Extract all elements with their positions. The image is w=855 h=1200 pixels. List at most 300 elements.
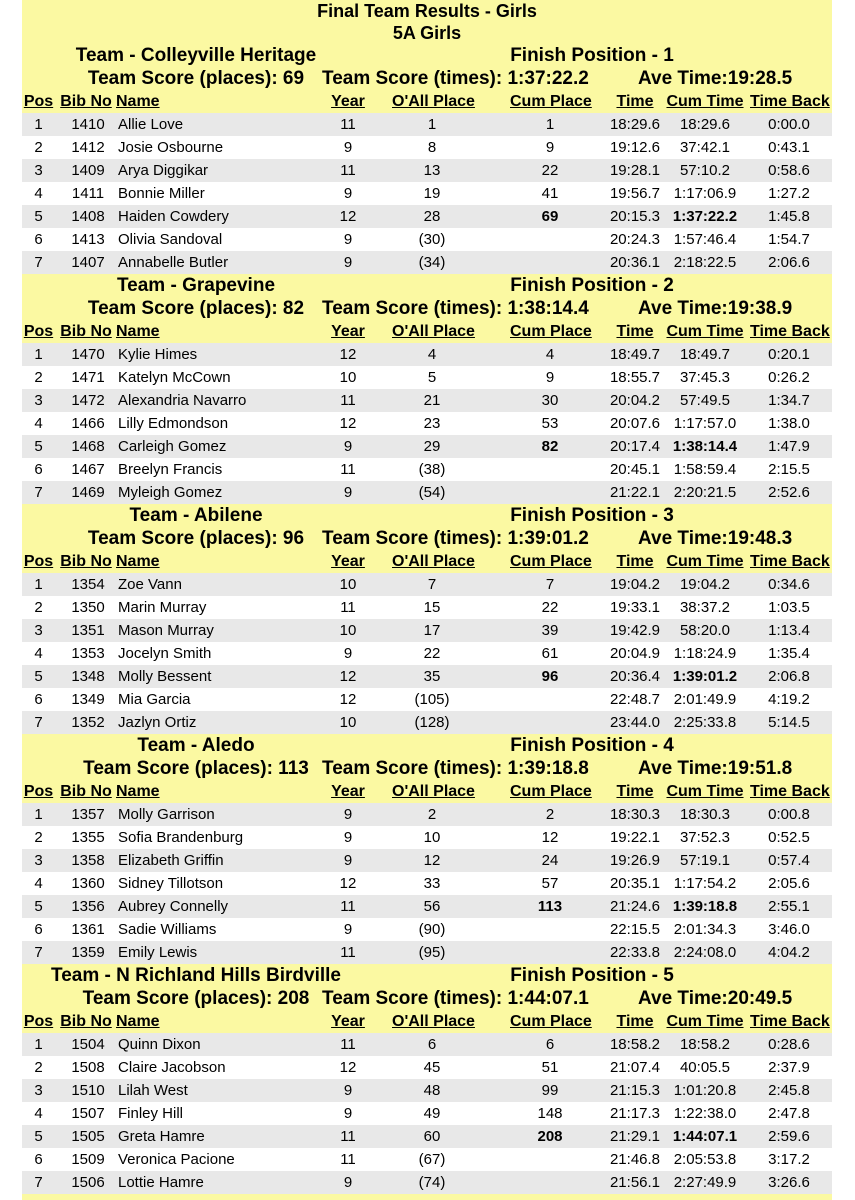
team-score-row [22, 987, 832, 1010]
runner-time-back: 0:26.2 [768, 369, 810, 386]
runner-time: 21:29.1 [609, 1128, 661, 1145]
runner-cum-place: 22 [541, 162, 559, 179]
runner-overall-place: 5 [427, 369, 437, 386]
runner-time-back: 0:57.4 [768, 852, 810, 869]
runner-time: 22:15.5 [609, 921, 661, 938]
runner-row [22, 343, 832, 366]
runner-time-back: 0:00.8 [768, 806, 810, 823]
runner-time-back: 0:20.1 [768, 346, 810, 363]
runner-name: Carleigh Gomez [118, 438, 227, 455]
team-name: Team - Aledo [137, 735, 255, 756]
runner-pos: 5 [34, 898, 43, 915]
runner-pos: 2 [34, 139, 43, 156]
runner-time-back: 4:19.2 [768, 691, 810, 708]
runner-name: Annabelle Butler [118, 254, 229, 271]
column-header-row [22, 90, 832, 113]
runner-bib: 1413 [71, 231, 105, 248]
runner-bib: 1351 [71, 622, 105, 639]
runner-bib: 1361 [71, 921, 105, 938]
runner-row [22, 159, 832, 182]
runner-time-back: 2:45.8 [768, 1082, 810, 1099]
runner-name: Lottie Hamre [118, 1174, 204, 1191]
runner-name: Jazlyn Ortiz [118, 714, 197, 731]
runner-cum-place: 9 [545, 139, 555, 156]
runner-year: 12 [339, 691, 357, 708]
runner-time-back: 3:46.0 [768, 921, 810, 938]
runner-time: 19:26.9 [609, 852, 661, 869]
runner-name: Katelyn McCown [118, 369, 231, 386]
runner-bib: 1408 [71, 208, 105, 225]
column-header-year: Year [331, 783, 365, 800]
column-header-overall-place: O'All Place [392, 323, 475, 340]
column-header-bib-no: Bib No [60, 93, 112, 110]
runner-name: Sadie Williams [118, 921, 217, 938]
team-score-times: Team Score (times): 1:37:22.2 [322, 68, 589, 89]
runner-time-back: 2:52.6 [768, 484, 810, 501]
column-header-bib-no: Bib No [60, 783, 112, 800]
runner-overall-place: 8 [427, 139, 437, 156]
runner-time-back: 1:47.9 [768, 438, 810, 455]
runner-cum-time: 58:20.0 [679, 622, 731, 639]
runner-year: 10 [339, 369, 357, 386]
runner-cum-time: 37:45.3 [679, 369, 731, 386]
runner-time-back: 2:06.8 [768, 668, 810, 685]
runner-name: Olivia Sandoval [118, 231, 223, 248]
runner-year: 9 [343, 254, 353, 271]
runner-pos: 5 [34, 668, 43, 685]
runner-time: 21:24.6 [609, 898, 661, 915]
runner-row [22, 458, 832, 481]
runner-cum-place: 9 [545, 369, 555, 386]
runner-time-back: 0:58.6 [768, 162, 810, 179]
column-header-overall-place: O'All Place [392, 93, 475, 110]
runner-cum-time: 57:10.2 [679, 162, 731, 179]
runner-row [22, 619, 832, 642]
runner-overall-place: 19 [423, 185, 441, 202]
runner-bib: 1357 [71, 806, 105, 823]
runner-time: 19:12.6 [609, 139, 661, 156]
runner-pos: 7 [34, 254, 43, 271]
team-name: Team - N Richland Hills Birdville [51, 965, 341, 986]
runner-name: Aubrey Connelly [118, 898, 229, 915]
runner-year: 11 [340, 461, 356, 478]
runner-time-back: 1:45.8 [768, 208, 810, 225]
column-header-row [22, 320, 832, 343]
runner-year: 9 [343, 484, 353, 501]
runner-time: 22:48.7 [609, 691, 661, 708]
column-header-overall-place: O'All Place [392, 553, 475, 570]
runner-pos: 3 [34, 622, 43, 639]
runner-time: 19:22.1 [609, 829, 661, 846]
runner-overall-place: (105) [414, 691, 450, 708]
runner-time-back: 1:35.4 [768, 645, 810, 662]
runner-overall-place: (128) [414, 714, 450, 731]
runner-row [22, 1148, 832, 1171]
runner-name: Finley Hill [118, 1105, 184, 1122]
results-sheet [22, 0, 832, 1200]
runner-year: 10 [339, 714, 357, 731]
team-header [22, 734, 832, 757]
runner-pos: 7 [34, 714, 43, 731]
runner-time-back: 2:55.1 [768, 898, 810, 915]
runner-name: Lilah West [118, 1082, 188, 1099]
runner-cum-time: 1:57:46.4 [673, 231, 737, 248]
runner-pos: 6 [34, 231, 43, 248]
runner-row [22, 1102, 832, 1125]
runner-overall-place: 48 [423, 1082, 441, 1099]
runner-year: 11 [340, 116, 356, 133]
runner-overall-place: 35 [423, 668, 441, 685]
runner-time-back: 2:15.5 [768, 461, 810, 478]
column-header-overall-place: O'All Place [392, 1013, 475, 1030]
runner-year: 9 [343, 829, 353, 846]
runner-cum-time: 1:39:18.8 [672, 898, 738, 915]
column-header-row [22, 550, 832, 573]
runner-cum-time: 18:30.3 [679, 806, 731, 823]
runner-time: 18:58.2 [609, 1036, 661, 1053]
column-header-year: Year [331, 323, 365, 340]
runner-pos: 6 [34, 1151, 43, 1168]
runner-bib: 1352 [71, 714, 105, 731]
runner-pos: 2 [34, 369, 43, 386]
column-header-overall-place: O'All Place [392, 783, 475, 800]
runner-cum-time: 1:17:06.9 [673, 185, 737, 202]
runner-overall-place: 15 [423, 599, 441, 616]
column-header-cum-place: Cum Place [510, 1013, 592, 1030]
runner-pos: 7 [34, 1174, 43, 1191]
runner-overall-place: 22 [423, 645, 441, 662]
team-header [22, 44, 832, 67]
runner-year: 9 [343, 185, 353, 202]
column-header-time: Time [616, 783, 654, 800]
runner-overall-place: 33 [423, 875, 441, 892]
runner-cum-place: 39 [541, 622, 559, 639]
runner-row [22, 251, 832, 274]
runner-time-back: 1:38.0 [768, 415, 810, 432]
runner-year: 10 [339, 576, 357, 593]
runner-time: 20:04.9 [609, 645, 661, 662]
runner-row [22, 1171, 832, 1194]
teams-container [22, 44, 832, 1194]
runner-row [22, 435, 832, 458]
runner-overall-place: (54) [418, 484, 446, 501]
runner-year: 12 [339, 875, 357, 892]
column-header-bib-no: Bib No [60, 1013, 112, 1030]
runner-time-back: 0:00.0 [768, 116, 810, 133]
column-header-year: Year [331, 93, 365, 110]
runner-cum-place: 1 [545, 116, 555, 133]
runner-pos: 4 [34, 185, 43, 202]
runner-bib: 1505 [71, 1128, 105, 1145]
runner-time-back: 1:54.7 [768, 231, 810, 248]
column-header-time-back: Time Back [750, 93, 830, 110]
runner-overall-place: 23 [423, 415, 441, 432]
finish-position: Finish Position - 4 [510, 735, 674, 756]
team-name: Team - Abilene [129, 505, 263, 526]
runner-bib: 1469 [71, 484, 105, 501]
runner-bib: 1471 [71, 369, 105, 386]
runner-pos: 4 [34, 415, 43, 432]
runner-row [22, 941, 832, 964]
runner-row [22, 205, 832, 228]
ave-time: Ave Time:19:51.8 [638, 758, 793, 779]
runner-cum-place: 61 [541, 645, 559, 662]
runner-cum-time: 1:18:24.9 [673, 645, 737, 662]
runner-pos: 2 [34, 1059, 43, 1076]
runner-overall-place: 12 [423, 852, 441, 869]
runner-year: 9 [343, 231, 353, 248]
runner-bib: 1510 [71, 1082, 105, 1099]
column-header-year: Year [331, 1013, 365, 1030]
runner-name: Arya Diggikar [118, 162, 209, 179]
runner-row [22, 182, 832, 205]
column-header-time: Time [616, 553, 654, 570]
runner-overall-place: 49 [423, 1105, 441, 1122]
runner-time: 18:49.7 [609, 346, 661, 363]
runner-bib: 1468 [71, 438, 105, 455]
runner-pos: 1 [34, 576, 43, 593]
column-header-cum-time: Cum Time [666, 553, 744, 570]
runner-name: Mia Garcia [118, 691, 191, 708]
runner-time-back: 1:13.4 [768, 622, 810, 639]
team-block [22, 44, 832, 274]
column-header-time-back: Time Back [750, 553, 830, 570]
runner-time: 19:56.7 [609, 185, 661, 202]
runner-bib: 1407 [71, 254, 105, 271]
runner-row [22, 1125, 832, 1148]
runner-name: Josie Osbourne [118, 139, 224, 156]
runner-name: Sidney Tillotson [118, 875, 224, 892]
runner-cum-time: 1:17:57.0 [673, 415, 737, 432]
ave-time: Ave Time:19:38.9 [638, 298, 793, 319]
runner-row [22, 918, 832, 941]
runner-cum-time: 2:24:08.0 [673, 944, 737, 961]
runner-cum-place: 22 [541, 599, 559, 616]
runner-time: 20:36.4 [609, 668, 661, 685]
team-score-places: Team Score (places): 82 [87, 298, 305, 319]
runner-bib: 1355 [71, 829, 105, 846]
runner-row [22, 228, 832, 251]
runner-bib: 1410 [71, 116, 105, 133]
team-block [22, 274, 832, 504]
runner-cum-time: 1:01:20.8 [673, 1082, 737, 1099]
runner-year: 9 [343, 1105, 353, 1122]
runner-time-back: 2:37.9 [768, 1059, 810, 1076]
column-header-name: Name [116, 323, 160, 340]
runner-time-back: 2:05.6 [768, 875, 810, 892]
runner-year: 11 [340, 1128, 356, 1145]
runner-time-back: 5:14.5 [768, 714, 810, 731]
runner-pos: 3 [34, 852, 43, 869]
column-header-row [22, 780, 832, 803]
runner-cum-time: 1:37:22.2 [672, 208, 738, 225]
team-score-row [22, 757, 832, 780]
runner-year: 11 [340, 162, 356, 179]
runner-bib: 1507 [71, 1105, 105, 1122]
runner-cum-place: 2 [545, 806, 555, 823]
runner-cum-place: 24 [541, 852, 559, 869]
team-score-places: Team Score (places): 96 [87, 528, 305, 549]
runner-name: Marin Murray [118, 599, 207, 616]
runner-cum-time: 1:22:38.0 [673, 1105, 737, 1122]
runner-time: 18:29.6 [609, 116, 661, 133]
runner-bib: 1509 [71, 1151, 105, 1168]
runner-pos: 4 [34, 1105, 43, 1122]
runner-time: 20:45.1 [609, 461, 661, 478]
runner-cum-time: 57:49.5 [679, 392, 731, 409]
runner-name: Sofia Brandenburg [118, 829, 244, 846]
runner-cum-place: 53 [541, 415, 559, 432]
runner-cum-place: 30 [541, 392, 559, 409]
team-block [22, 734, 832, 964]
runner-row [22, 136, 832, 159]
runner-name: Jocelyn Smith [118, 645, 212, 662]
column-header-pos: Pos [23, 553, 54, 570]
finish-position: Finish Position - 3 [510, 505, 674, 526]
runner-cum-time: 2:27:49.9 [673, 1174, 737, 1191]
runner-row [22, 895, 832, 918]
column-header-cum-place: Cum Place [510, 553, 592, 570]
runner-cum-time: 37:42.1 [679, 139, 731, 156]
runner-name: Myleigh Gomez [118, 484, 223, 501]
ave-time: Ave Time:20:49.5 [638, 988, 793, 1009]
runner-year: 12 [339, 668, 357, 685]
finish-position: Finish Position - 5 [510, 965, 674, 986]
runner-pos: 3 [34, 392, 43, 409]
runner-cum-place: 6 [545, 1036, 555, 1053]
runner-pos: 3 [34, 162, 43, 179]
runner-time: 20:07.6 [609, 415, 661, 432]
runner-cum-place: 96 [541, 668, 559, 685]
runner-time: 18:30.3 [609, 806, 661, 823]
column-header-name: Name [116, 553, 160, 570]
team-score-times: Team Score (times): 1:39:18.8 [322, 758, 589, 779]
runner-pos: 6 [34, 691, 43, 708]
runner-cum-time: 1:58:59.4 [673, 461, 737, 478]
runner-pos: 4 [34, 875, 43, 892]
runner-pos: 1 [34, 116, 43, 133]
runner-cum-time: 37:52.3 [679, 829, 731, 846]
runner-row [22, 849, 832, 872]
runner-bib: 1467 [71, 461, 105, 478]
column-header-pos: Pos [23, 93, 54, 110]
column-header-time: Time [616, 93, 654, 110]
runner-bib: 1409 [71, 162, 105, 179]
runner-year: 11 [340, 944, 356, 961]
runner-name: Alexandria Navarro [118, 392, 247, 409]
team-score-places: Team Score (places): 113 [83, 758, 309, 779]
runner-name: Veronica Pacione [118, 1151, 235, 1168]
runner-bib: 1350 [71, 599, 105, 616]
runner-cum-time: 1:17:54.2 [673, 875, 737, 892]
runner-name: Lilly Edmondson [118, 415, 229, 432]
runner-time: 21:15.3 [609, 1082, 661, 1099]
runner-row [22, 803, 832, 826]
runner-year: 9 [343, 806, 353, 823]
runner-time-back: 1:34.7 [768, 392, 810, 409]
runner-overall-place: (95) [418, 944, 446, 961]
team-header [22, 504, 832, 527]
column-header-cum-place: Cum Place [510, 93, 592, 110]
runner-overall-place: 21 [423, 392, 441, 409]
runner-time: 21:07.4 [609, 1059, 661, 1076]
runner-pos: 1 [34, 346, 43, 363]
runner-bib: 1359 [71, 944, 105, 961]
ave-time: Ave Time:19:48.3 [638, 528, 793, 549]
runner-pos: 5 [34, 1128, 43, 1145]
runner-year: 11 [340, 1036, 356, 1053]
team-name: Team - Grapevine [116, 275, 276, 296]
runner-time-back: 0:52.5 [768, 829, 810, 846]
column-header-cum-time: Cum Time [666, 323, 744, 340]
runner-name: Mason Murray [118, 622, 214, 639]
column-header-cum-place: Cum Place [510, 783, 592, 800]
runner-time-back: 3:17.2 [768, 1151, 810, 1168]
runner-bib: 1506 [71, 1174, 105, 1191]
runner-bib: 1470 [71, 346, 105, 363]
runner-row [22, 481, 832, 504]
column-header-name: Name [116, 93, 160, 110]
runner-time: 19:42.9 [609, 622, 661, 639]
runner-pos: 1 [34, 806, 43, 823]
runner-bib: 1508 [71, 1059, 105, 1076]
column-header-pos: Pos [23, 323, 54, 340]
report-title: Final Team Results - Girls [317, 1, 537, 21]
column-header-pos: Pos [23, 1013, 54, 1030]
runner-time: 20:24.3 [609, 231, 661, 248]
column-header-cum-place: Cum Place [510, 323, 592, 340]
runner-time-back: 3:26.6 [768, 1174, 810, 1191]
runner-row [22, 665, 832, 688]
runner-pos: 5 [34, 208, 43, 225]
runner-cum-time: 2:05:53.8 [673, 1151, 737, 1168]
runner-row [22, 1079, 832, 1102]
runner-bib: 1466 [71, 415, 105, 432]
runner-year: 9 [343, 1174, 353, 1191]
runner-bib: 1353 [71, 645, 105, 662]
team-score-row [22, 297, 832, 320]
runner-overall-place: 56 [423, 898, 441, 915]
runner-time: 20:15.3 [609, 208, 661, 225]
runner-name: Breelyn Francis [118, 461, 223, 478]
team-name: Team - Colleyville Heritage [75, 45, 317, 66]
runner-bib: 1348 [71, 668, 105, 685]
column-header-cum-time: Cum Time [666, 1013, 744, 1030]
column-header-cum-time: Cum Time [666, 783, 744, 800]
runner-time: 21:17.3 [609, 1105, 661, 1122]
runner-row [22, 826, 832, 849]
runner-name: Claire Jacobson [118, 1059, 226, 1076]
runner-year: 9 [343, 645, 353, 662]
runner-overall-place: 6 [427, 1036, 437, 1053]
runner-name: Elizabeth Griffin [118, 852, 224, 869]
runner-overall-place: 13 [423, 162, 441, 179]
runner-year: 9 [343, 921, 353, 938]
runner-name: Emily Lewis [118, 944, 198, 961]
runner-cum-time: 18:49.7 [679, 346, 731, 363]
runner-bib: 1411 [71, 185, 105, 202]
column-header-name: Name [116, 783, 160, 800]
column-header-bib-no: Bib No [60, 323, 112, 340]
runner-name: Allie Love [118, 116, 184, 133]
runner-bib: 1472 [71, 392, 105, 409]
runner-overall-place: 29 [423, 438, 441, 455]
team-score-places: Team Score (places): 208 [82, 988, 310, 1009]
runner-overall-place: 10 [423, 829, 441, 846]
runner-cum-place: 82 [541, 438, 559, 455]
runner-cum-place: 7 [545, 576, 555, 593]
team-header [22, 964, 832, 987]
